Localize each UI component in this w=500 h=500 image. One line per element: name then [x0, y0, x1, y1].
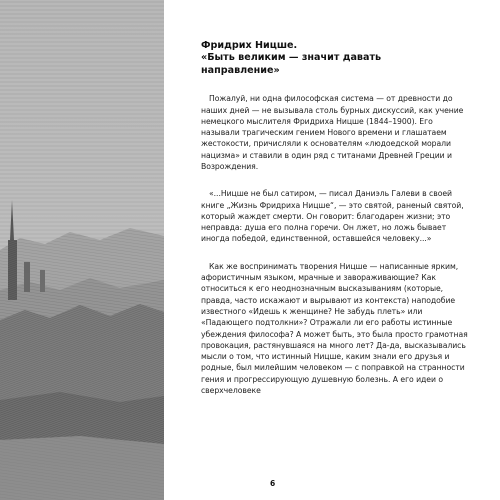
heading-line-2: «Быть великим — значит давать	[201, 52, 382, 64]
chapter-heading	[201, 40, 469, 77]
text-column	[201, 40, 469, 396]
page-number: 6	[270, 479, 276, 488]
paragraph-intro: Пожалуй, ни одна философская система — от древности до наших дней — не вызывала столь бурных дискуссий, как учение немецкого мыслителя Фридриха Ницше (1844–1900). Его называли трагическим гением Нового времени и глашатаем жестокости, причисляли к основателям «людоедской морали нацизма» и ставили в один ряд с титанами Древней Греции и Возрождения.	[201, 94, 464, 171]
heading-line-1: Фридрих Ницше.	[201, 40, 298, 51]
paragraph-body: Как же воспринимать творения Ницше — написанные ярким, афористичным языком, мрачные и завораживающие? Как относиться к его неоднозначным высказываниям (которые, правда, часто искажают и вырывают из контекста) наподобие известного «Идешь к женщине? Не забудь плеть» или «Падающего подтолкни»? Отражали ли его работы истинные убеждения философа? А может быть, это была просто грамотная провокация, растянувшаяся на много лет? Да-да, высказывались мысли о том, что истинный Ницше, каким знали его друзья и родные, был милейшим человеком — с поправкой на странности гения и прогрессирующую душевную болезнь. А его идеи о сверхчеловеке	[201, 261, 468, 396]
paragraph-quote: «...Ницше не был сатиром, — писал Даниэль Галеви в своей книге „Жизнь Фридриха Ницше“, — это святой, раненый святой, который жаждет смерти. Он говорит: благодарен жизни; это неправда: душа его полна горечи. Он лжет, но ложь бывает иногда победой, единственной, оставшейся человеку...»	[201, 189, 464, 244]
heading-line-3: направление»	[201, 64, 280, 76]
engraving-illustration	[0, 0, 164, 500]
